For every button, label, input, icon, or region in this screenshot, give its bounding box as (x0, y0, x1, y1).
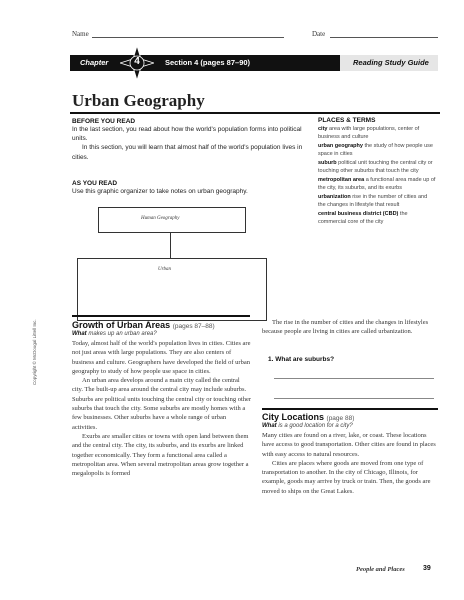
answer-line[interactable] (274, 398, 434, 399)
copyright-notice: Copyright © McDougal Littell Inc. (32, 319, 37, 385)
name-line[interactable] (92, 37, 284, 38)
glossary-item: central business district (CBD) the commercial core of the city (318, 211, 408, 225)
locations-body (262, 431, 438, 496)
locations-p1: Many cities are found on a river, lake, or coast. These locations have access to good transportation. Other cities are found in places with easy access to natural resources. (262, 432, 436, 458)
organizer-urban-box[interactable] (77, 258, 267, 321)
as-you-read-heading: AS YOU READ (72, 180, 118, 187)
growth-p1: Today, almost half of the world's population lives in cities. Cities are not just areas with large populations. They are also centers of business and culture. Geographers have developed the field of urban geography to study of how people use space in cities. (72, 340, 251, 375)
locations-heading: City Locations (page 88) (262, 412, 355, 422)
as-you-read-text: Use this graphic organizer to take notes on urban geography. (72, 188, 248, 195)
glossary-item: city area with large populations, center of business and culture (318, 126, 420, 140)
guide-label: Reading Study Guide (353, 58, 429, 67)
places-and-terms (318, 117, 436, 228)
growth-question: What makes up an urban area? (72, 331, 157, 337)
before-heading: BEFORE YOU READ (72, 118, 136, 125)
page-title: Urban Geography (72, 91, 205, 110)
glossary-item: urbanization rise in the number of cities and the changes in lifestyle that result (318, 194, 428, 208)
locations-p2: Cities are places where goods are moved from one type of transportation to another. In the city of Chicago, Illinois, for example, goods may arrive by truck or train. Then, the goods are moved to ships on the Great Lakes. (262, 459, 431, 495)
growth-section (72, 320, 252, 478)
locations-question: What is a good location for a city? (262, 423, 353, 429)
urbanization-paragraph: The rise in the number of cities and the changes in lifestyles because people are living in cities are called urbanization. (262, 319, 429, 336)
organizer-top-label: Human Geography (141, 216, 180, 221)
title-rule (70, 112, 440, 114)
chapter-number: 4 (134, 56, 140, 67)
growth-p2: An urban area develops around a main city called the central city. The built-up area around the central city may include suburbs. Suburbs are political units touching the central city or touching other suburbs that touch the city. Some suburbs are mostly homes with a few businesses. Other suburbs have a whole range of urban activities. (72, 377, 252, 431)
growth-p3: Exurbs are smaller cities or towns with open land between them and the central city. The city, its suburbs, and its exurbs are linked together economically. They form a functional area called a metropolitan area. When several metropolitan areas grow together a megalopolis is formed (72, 432, 249, 478)
glossary-item: metropolitan area a functional area made up of the city, its suburbs, and its exurbs (318, 177, 436, 191)
date-line[interactable] (330, 37, 438, 38)
answer-line[interactable] (274, 378, 434, 379)
footer-section-label: People and Places (356, 566, 405, 573)
locations-rule (262, 408, 438, 410)
page-number: 39 (423, 565, 431, 572)
organizer-top-box[interactable] (98, 207, 246, 233)
organizer-urban-label: Urban (158, 267, 172, 272)
growth-rule (72, 315, 250, 317)
before-you-read (72, 118, 308, 162)
glossary-item: suburb political unit touching the central city or touching other suburbs that touch the city (318, 160, 433, 174)
growth-heading: Growth of Urban Areas (pages 87–88) (72, 320, 215, 330)
glossary-item: urban geography the study of how people use space in cities (318, 143, 433, 157)
as-you-read (72, 180, 308, 196)
name-label: Name (72, 30, 89, 38)
organizer-connector (170, 232, 171, 258)
before-p1: In the last section, you read about how the world's population forms into political units. (72, 126, 302, 143)
growth-body (72, 339, 252, 478)
before-p2: In this section, you will learn that almost half of the world's population lives in cities. (72, 144, 303, 161)
locations-section (262, 412, 438, 496)
date-label: Date (312, 30, 326, 38)
chapter-label: Chapter (80, 58, 109, 67)
question-1: 1. What are suburbs? (268, 356, 335, 363)
places-heading: PLACES & TERMS (318, 117, 376, 124)
section-label: Section 4 (pages 87–90) (165, 58, 251, 67)
